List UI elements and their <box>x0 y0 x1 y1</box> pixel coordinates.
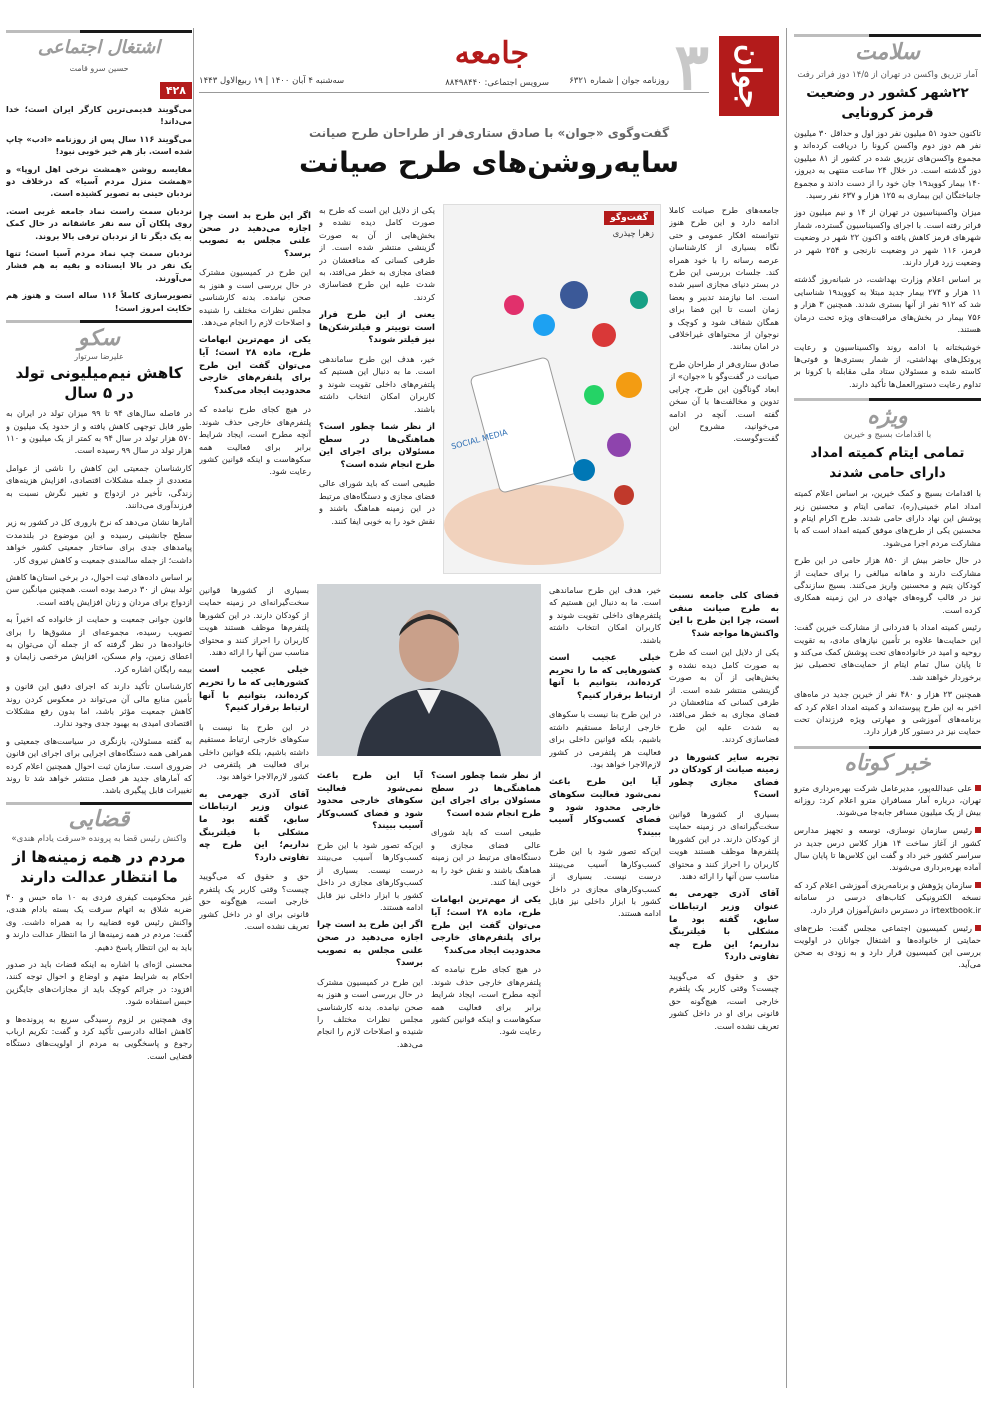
special-section-header <box>794 398 981 430</box>
portrait-illustration <box>317 584 541 756</box>
judicial-body-p3: وی همچنین بر لزوم رسیدگی سریع به پرونده‌ها و کاهش اطاله دادرسی تأکید کرد و گفت: تکریم ارباب رجوع و پاسخگویی به مردم از اولویت‌های دستگاه قضایی است. <box>6 1013 192 1061</box>
answer-8: این طرح در کمیسیون مشترک در حال بررسی است و هنوز به صحن نیامده. بدنه کارشناسی مجلس نظرات مختلف را شنیده و اصلاحات لازم را انجام می‌دهد. <box>199 267 311 327</box>
short-news-text: رئیس کمیسیون اجتماعی مجلس گفت: طرح‌های حمایتی از خانواده‌ها و اشتغال جوانان در اولویت بررسی این کمیسیون قرار دارد و به زودی به صحن می‌آید. <box>794 922 981 970</box>
paper-number: روزنامه جوان | شماره ۶۳۲۱ <box>569 76 669 86</box>
paper-logo-text: جوان <box>731 43 767 109</box>
column-divider <box>193 28 194 1388</box>
ticker-line: می‌گویند قدیمی‌ترین کارگر ایران است؛ خدا می‌داند! <box>6 104 192 127</box>
answer-3-lower: بسیاری از کشورها قوانین سخت‌گیرانه‌ای در زمینه حمایت از کودکان دارند. در این کشورها پلتفرم‌ها موظف هستند هویت کاربران را احراز کنند و محتوای مناسب سن آنها را ارائه دهند. <box>199 585 309 658</box>
left-section-label: اشتغال اجتماعی <box>37 37 161 58</box>
answer-8-lower: این طرح در کمیسیون مشترک در حال بررسی است و هنوز به صحن نیامده. بدنه کارشناسی مجلس نظرات مختلف را شنیده و اصلاحات لازم را انجام می‌دهد. <box>317 976 423 1049</box>
section-title: جامعه <box>454 36 529 71</box>
question-8: اگر این طرح بد است چرا اجازه می‌دهید در صحن علنی مجلس به تصویب برسد؟ <box>199 211 311 259</box>
health-body <box>794 127 981 390</box>
special-section-label: ویژه <box>867 402 908 429</box>
feature-col-f <box>317 764 423 1384</box>
answer-5: حق و حقوق که می‌گویید چیست؟ وقتی کاربر یک پلتفرم خارجی است، هیچ‌گونه حق قانونی برای او در داخل کشور تعریف نشده است. <box>669 971 779 1031</box>
question-9: یکی از مهم‌ترین ابهامات طرح، ماده ۲۸ است؛ آیا می‌توان گفت این طرح برای پلتفرم‌های خارجی محدودیت ایجاد می‌کند؟ <box>199 335 311 396</box>
feature-headline: سایه‌روشن‌های طرح صیانت <box>298 146 679 179</box>
answer-9-lower: در هیچ کجای طرح نیامده که پلتفرم‌های خارجی حذف شوند. آنچه مطرح است، ایجاد شرایط برابر برای فعالیت همه سکوهاست و اینکه قوانین کشور رعایت شود. <box>431 964 541 1037</box>
birth-body <box>6 407 192 797</box>
answer-4: در این طرح بنا نیست با سکوهای خارجی ارتباط مستقیم داشته باشیم، بلکه قوانین داخلی برای فعالیت هر پلتفرمی در کشور لازم‌الاجرا خواهد بود. <box>549 709 661 770</box>
section-tab-bar <box>6 802 80 805</box>
icon-bubble-purple <box>607 433 631 457</box>
left-badge-row <box>6 79 192 99</box>
answer-9: در هیچ کجای طرح نیامده که پلتفرم‌های خارجی حذف شوند. آنچه مطرح است، ایجاد شرایط برابر برای فعالیت همه سکوهاست و اینکه قوانین کشور رعایت شود. <box>199 404 311 477</box>
health-section-label: سلامت <box>855 38 920 65</box>
special-headline: تمامی ایتام کمیته امداد دارای حامی شدند <box>810 445 965 482</box>
short-news-item <box>794 824 981 873</box>
left-column <box>6 0 192 1403</box>
section-tab-bar <box>794 398 869 401</box>
birth-body-p1: در فاصله سال‌های ۹۴ تا ۹۹ میزان تولد در ایران به طور قابل توجهی کاهش یافته و از حدود یک میلیون و ۵۷۰ هزار تولد در سال ۹۴ به کمتر از یک میلیون و ۱۱۰ هزار تولد در سال ۹۹ رسیده است. <box>6 408 192 456</box>
special-body-p3: رئیس کمیته امداد با قدردانی از مشارکت خیرین گفت: این حمایت‌ها علاوه بر تأمین نیازهای مادی، به تقویت روحیه و امید در خانواده‌های تحت پوشش کمک می‌کند و تا پایان سال تمام ایتام از حمایت‌های تحصیلی نیز برخوردار خواهند شد. <box>794 622 981 682</box>
judicial-body <box>6 891 192 1062</box>
section-tab-bar <box>6 320 80 323</box>
health-section-header <box>794 34 981 66</box>
special-body <box>794 487 981 738</box>
social-media-illustration <box>444 245 661 574</box>
health-body-p3: بر اساس اعلام وزارت بهداشت، در شبانه‌روز گذشته ۱۱ هزار و ۲۷۴ بیمار جدید مبتلا به کووید۱۹ شناسایی شد که ۹۱۲ نفر از آنها بستری شدند. همچنین ۳ هزار و ۷۵۶ بیمار در بخش‌های مراقبت‌های ویژه تحت درمان هستند. <box>794 274 981 335</box>
health-body-p2: میزان واکسیناسیون در تهران از ۱۴ و نیم میلیون دوز فراتر رفته است. با اجرای واکسیناسیون گسترده، شمار شهرهای قرمز کاهش یافته و اکنون ۲۲ شهر در وضعیت قرمز، ۱۱۶ شهر در وضعیت نارنجی و ۲۵۴ شهر در وضعیت زرد قرار دارند. <box>794 207 981 268</box>
birth-author: علیرضا سرتوار <box>74 352 124 362</box>
feature-col-b <box>199 204 311 574</box>
ticker-line: مقایسه روشن «همشت نرخی اهل اروپا» و «همشت منزل مردم آسیا» که درخلاف دو نردبان حینی به تصویر کشیده است. <box>6 163 192 199</box>
icon-bubble-teal <box>630 291 648 309</box>
icon-bubble-pink <box>504 295 524 315</box>
special-kicker: با اقدامات بسیج و خیرین <box>843 430 932 441</box>
feature-kicker: گفت‌وگوی «جوان» با صادق ستاری‌فر از طراحان طرح صیانت <box>308 126 670 140</box>
section-tab-bar <box>794 746 869 749</box>
feature-header <box>199 126 779 179</box>
left-author: حسین سرو قامت <box>69 64 129 73</box>
ticker-line: می‌گویند ۱۱۶ سال پس از روزنامه «ادب» چاپ شده است. باز هم خبر خوبی نبود! <box>6 133 192 157</box>
shorts-section-label: خبر کوتاه <box>844 750 931 777</box>
feature-col-a <box>319 204 435 574</box>
short-news-item <box>794 782 981 819</box>
question-4-lower: خیلی عجیب است کشورهایی که ما را تحریم کرده‌اند، بتوانیم با آنها ارتباط برقرار کنیم؟ <box>199 665 309 714</box>
left-ticker <box>6 103 192 314</box>
special-body-p1: با اقدامات بسیج و کمک خیرین، بر اساس اعلام کمیته امداد امام خمینی(ره)، تمامی ایتام و محسنین زیر پوشش این نهاد دارای حامی شدند. طرح اکرام ایتام و محسنین یکی از طرح‌های موفق کمیته امداد است که با مشارکت مردم اجرا می‌شود. <box>794 488 981 548</box>
birth-body-p5: قانون جوانی جمعیت و حمایت از خانواده که اخیراً به تصویب رسیده، مجموعه‌ای از مشوق‌ها را برای خانواده‌ها در نظر گرفته که از جمله آن می‌توان به اعطای زمین، وام مسکن، افزایش مرخصی زایمان و بیمه رایگان اشاره کرد. <box>6 614 192 674</box>
section-tab-bar <box>794 34 869 37</box>
reporter-name: زهرا چیذری <box>612 229 654 239</box>
question-2: یعنی از این طرح فرار است توییتر و فیلترشکن‌ها نیز فیلتر شوند؟ <box>319 310 435 346</box>
icon-bubble-blue2 <box>573 459 595 481</box>
question-6-lower: آیا این طرح باعث نمی‌شود فعالیت سکوهای خارجی محدود شود و فضای کسب‌وکار آسیب ببیند؟ <box>317 771 423 832</box>
feature-intro-p1: جامعه‌های طرح صیانت کاملا ادامه دارد و این طرح هنوز نتوانسته افکار عمومی و حتی نگاه بسیاری از کارشناسان عرصه رسانه را با خود همراه کند. جلسات بررسی این طرح در بستر دنیای مجازی اسیر شده است. اما نیازمند تدبیر و بعضا زمان است تا این فضا برای همگان شفاف شود و کوچک و نوجوان از محتواهای غیراخلاقی در امان بمانند. <box>669 205 779 352</box>
short-news-item <box>794 922 981 971</box>
feature-col-e <box>431 764 541 1384</box>
birth-body-p7: به گفته مسئولان، بازنگری در سیاست‌های جمعیتی و همراهی همه دستگاه‌های اجرایی برای اجرای این قانون ضروری است. سازمان ثبت احوال همچنین اعلام کرده که آمارهای جدید هر فصل منتشر خواهد شد تا روند تغییرات قابل پیگیری باشد. <box>6 735 192 796</box>
tablet-caption: SOCIAL MEDIA <box>450 427 509 452</box>
service-line: سرویس اجتماعی: ۸۸۴۹۸۴۴۰ <box>445 78 549 88</box>
icon-bubble-cyan <box>533 314 555 336</box>
answer-1: یکی از دلایل این است که طرح به صورت کامل دیده نشده و بخش‌هایی از آن به صورت گزینشی منتشر شده است. از طرفی کسانی که منافعشان در فضای مجازی به خطر می‌افتد، به شدت علیه این طرح فضاسازی کردند. <box>319 205 435 302</box>
bullet-square-icon <box>975 882 981 888</box>
shorts-section-header <box>794 746 981 778</box>
short-news-text: علی عبدالله‌پور، مدیرعامل شرکت بهره‌برداری مترو تهران، درباره آمار مسافران مترو اعلام کرد: روزانه بیش از یک میلیون مسافر جابه‌جا می‌شوند. <box>794 782 981 818</box>
question-3: تجربه سایر کشورها در زمینه صیانت از کودکان در فضای مجازی چطور است؟ <box>669 752 779 801</box>
health-body-p1: تاکنون حدود ۵۱ میلیون نفر دوز اول و حداقل ۳۰ میلیون نفر هم دوز دوم واکسن کرونا را دریافت کرده‌اند و مجموع واکسن‌های تزریق شده در کشور از ۸۱ میلیون دوز گذشته است. در خلال ۲۴ ساعت منتهی به دیروز، ۱۴۰ بیمار کووید۱۹ جان خود را از دست دادند و مجموع جانباختگان این بیماری به ۱۲۵ هزار و ۶۳۷ نفر رسید. <box>794 128 981 201</box>
question-5: آقای آذری جهرمی به عنوان وزیر ارتباطات سابق، گفته بود ما مشکلی با فیلترینگ نداریم؛ این طرح چه تفاوتی دارد؟ <box>669 889 779 963</box>
feature-col-g <box>199 584 309 1384</box>
feature-intro-column <box>669 204 779 574</box>
short-news-text: سازمان پژوهش و برنامه‌ریزی آموزشی اعلام کرد که نسخه الکترونیکی کتاب‌های درسی در سامانه irtextbook.ir در دسترس دانش‌آموزان قرار دارد. <box>794 880 981 915</box>
bullet-square-icon <box>975 925 981 931</box>
icon-bubble-blue <box>560 281 588 309</box>
feature-intro-p2: صادق ستاری‌فر از طراحان طرح صیانت در گفت‌وگو با «جوان» از ابعاد گوناگون این طرح، چرایی تدوین و مخالفت‌ها با آن سخن گفته است. آنچه در ادامه می‌خوانید، مشروح این گفت‌وگوست. <box>669 358 779 444</box>
photo-tag <box>604 211 654 225</box>
section-tab-bar <box>6 30 80 33</box>
question-5-lower: آقای آذری جهرمی به عنوان وزیر ارتباطات سابق، گفته بود ما مشکلی با فیلترینگ نداریم؛ این طرح چه تفاوتی دارد؟ <box>199 789 309 863</box>
health-kicker: آمار تزریق واکسن در تهران از ۱۴/۵ دوز فراتر رفت <box>797 70 978 80</box>
tablet-shape <box>470 357 578 494</box>
ticker-line: نردبان سمت راست نماد جامعه غربی است. روی پلکان آن سه نفر عاشقانه در حال کمک به یک دیگر تا از نردبان ترقی بالا بروند. <box>6 205 192 241</box>
health-headline: ۲۲شهر کشور در وضعیت قرمز کرونایی <box>806 85 969 121</box>
answer-7: طبیعی است که باید شورای عالی فضای مجازی و دستگاه‌های مرتبط در این زمینه هماهنگ باشند و نقش خود را به خوبی ایفا کنند. <box>319 478 435 526</box>
health-body-p4: خوشبختانه با ادامه روند واکسیناسیون و رعایت پروتکل‌های بهداشتی، از شمار بستری‌ها و فوتی‌ها کاسته شده و مسئولان ستاد ملی مقابله با کرونا بر تداوم رعایت دستورالعمل‌ها تأکید دارند. <box>794 341 981 389</box>
answer-3: بسیاری از کشورها قوانین سخت‌گیرانه‌ای در زمینه حمایت از کودکان دارند. در این کشورها پلتفرم‌ها موظف هستند هویت کاربران را احراز کنند و محتوای مناسب سن آنها را ارائه دهند. <box>669 809 779 882</box>
answer-5-lower: حق و حقوق که می‌گویید چیست؟ وقتی کاربر یک پلتفرم خارجی است، هیچ‌گونه حق قانونی برای او در داخل کشور تعریف نشده است. <box>199 871 309 932</box>
feature-col-c <box>669 584 779 1384</box>
interviewee-photo <box>317 584 541 756</box>
birth-section-label: سکو <box>78 324 120 351</box>
special-body-p4: همچنین ۲۳ هزار و ۴۸۰ نفر از خیرین جدید در ماه‌های اخیر به این طرح پیوسته‌اند و کمیته امداد اعلام کرد که برنامه‌های آموزشی و مهارتی ویژه فرزندان تحت حمایت نیز در دستور کار قرار دارد. <box>794 689 981 737</box>
birth-section-header <box>6 320 192 352</box>
question-1: فضای کلی جامعه نسبت به طرح صیانت منفی است، چرا این طرح با این واکنش‌ها مواجه شد؟ <box>669 591 779 639</box>
birth-body-p3: آمارها نشان می‌دهد که نرخ باروری کل در کشور به زیر سطح جانشینی رسیده و این موضوع در بلندمدت پیامدهای جدی برای ساختار جمعیتی کشور خواهد داشت؛ از جمله سالمندی جمعیت و کاهش نیروی کار. <box>6 517 192 565</box>
answer-1-lower: یکی از دلایل این است که طرح به صورت کامل دیده نشده و بخش‌هایی از آن به صورت گزینشی منتشر شده است. از طرفی کسانی که منافعشان در فضای مجازی به خطر می‌افتد، به شدت علیه این طرح فضاسازی کردند. <box>669 647 779 745</box>
answer-6-lower: این‌که تصور شود با این طرح کسب‌وکارها آسیب می‌بینند درست نیست. بسیاری از کسب‌وکارهای مجازی در داخل کشور با ابزار داخلی نیز قابل ادامه هستند. <box>317 839 423 912</box>
answer-2-lower: خیر، هدف این طرح ساماندهی است. ما به دنبال این هستیم که پلتفرم‌های داخلی تقویت شوند و کاربران امکان انتخاب داشته باشند. <box>549 585 661 645</box>
bullet-square-icon <box>975 785 981 791</box>
page-number: ۳ <box>674 30 709 105</box>
question-7-lower: از نظر شما چطور است؟ هماهنگی‌ها در سطح مسئولان برای اجرای این طرح انجام شده است؟ <box>431 771 541 819</box>
question-9-lower: یکی از مهم‌ترین ابهامات طرح، ماده ۲۸ است؛ آیا می‌توان گفت این طرح برای پلتفرم‌های خارجی محدودیت ایجاد می‌کند؟ <box>431 895 541 956</box>
answer-4-lower: در این طرح بنا نیست با سکوهای خارجی ارتباط مستقیم داشته باشیم، بلکه قوانین داخلی برای فعالیت هر پلتفرمی در کشور لازم‌الاجرا خواهد بود. <box>199 721 309 782</box>
icon-bubble-red2 <box>614 485 634 505</box>
birth-body-p4: بر اساس داده‌های ثبت احوال، در برخی استان‌ها کاهش تولد بیش از ۳۰ درصد بوده است. همچنین میانگین سن ازدواج برای مردان و زنان افزایش یافته است. <box>6 571 192 607</box>
answer-7-lower: طبیعی است که باید شورای عالی فضای مجازی و دستگاه‌های مرتبط در این زمینه هماهنگ باشند و نقش خود را به خوبی ایفا کنند. <box>431 827 541 887</box>
portrait-head <box>399 610 459 682</box>
ticker-line: تصویرسازی کاملاً ۱۱۶ ساله است و هنوز هم حکایت امروز است! <box>6 290 192 313</box>
issue-badge: ۴۲۸ <box>160 82 192 99</box>
bullet-square-icon <box>975 827 981 833</box>
answer-2: خیر، هدف این طرح ساماندهی است. ما به دنبال این هستیم که پلتفرم‌های داخلی تقویت شوند و کاربران امکان انتخاب داشته باشند. <box>319 354 435 414</box>
icon-bubble-orange <box>616 372 642 398</box>
question-8-lower: اگر این طرح بد است چرا اجازه می‌دهید در صحن علنی مجلس به تصویب برسد؟ <box>317 920 423 969</box>
birth-headline: کاهش نیم‌میلیونی تولد در ۵ سال <box>15 364 183 403</box>
feature-photo <box>443 204 661 574</box>
question-4: خیلی عجیب است کشورهایی که ما را تحریم کرده‌اند، بتوانیم با آنها ارتباط برقرار کنیم؟ <box>549 653 661 701</box>
paper-logo <box>719 36 779 116</box>
judicial-body-p2: محسنی اژه‌ای با اشاره به اینکه قضات باید در صدور احکام به شرایط متهم و اوضاع و احوال توجه کنند، افزود: در جرائم کوچک باید از مجازات‌های جایگزین حبس استفاده شود. <box>6 958 192 1007</box>
question-7: از نظر شما چطور است؟ هماهنگی‌ها در سطح مسئولان برای اجرای این طرح انجام شده است؟ <box>319 422 435 470</box>
birth-body-p6: کارشناسان تأکید دارند که اجرای دقیق این قانون و تأمین منابع مالی آن می‌تواند در معکوس کردن روند کاهش جمعیت مؤثر باشد، اما بدون رفع مشکلات اقتصادی امیدی به بهبود جدی وجود ندارد. <box>6 681 192 729</box>
masthead <box>199 30 779 116</box>
column-divider <box>786 28 787 1388</box>
masthead-rule <box>199 92 709 93</box>
feature-col-d <box>549 584 661 1384</box>
judicial-section-label: قضایی <box>68 806 130 833</box>
icon-bubble-red <box>592 323 616 347</box>
issue-date: سه‌شنبه ۴ آبان ۱۴۰۰ | ۱۹ ربیع‌الاول ۱۴۴۳ <box>199 76 345 86</box>
right-column <box>794 0 981 1403</box>
judicial-kicker: واکنش رئیس قضا به پرونده «سرقت یادام هندی» <box>11 833 187 844</box>
photo-tag-label: گفت‌وگو <box>610 213 648 223</box>
left-section-header <box>6 30 192 62</box>
icon-bubble-green <box>584 385 604 405</box>
hand-shape <box>444 485 624 565</box>
answer-6: این‌که تصور شود با این طرح کسب‌وکارها آسیب می‌بینند درست نیست. بسیاری از کسب‌وکارهای مجازی در داخل کشور با ابزار داخلی نیز قابل ادامه هستند. <box>549 846 661 919</box>
short-news-text: رئیس سازمان نوسازی، توسعه و تجهیز مدارس کشور از آغاز ساخت ۱۴ هزار کلاس درس جدید در سراسر کشور خبر داد و گفت این کلاس‌ها تا پایان سال آماده بهره‌برداری می‌شوند. <box>794 825 981 873</box>
ticker-line: نردبان سمت چپ نماد مردم آسیا است؛ تنها یک نفر در بالا ایستاده و بقیه به هم فشار می‌آورند. <box>6 248 192 283</box>
shorts-list <box>794 782 981 971</box>
question-6: آیا این طرح باعث نمی‌شود فعالیت سکوهای خارجی محدود شود و فضای کسب‌وکار آسیب ببیند؟ <box>549 777 661 838</box>
judicial-section-header <box>6 802 192 834</box>
judicial-body-p1: غیر محکومیت کیفری فردی به ۱۰ ماه حبس و ۴۰ ضربه شلاق به اتهام سرقت یک بسته بادام هندی، واکنش رئیس قوه قضاییه را به همراه داشت. وی گفت: مردم در همه زمینه‌ها از ما انتظار عدالت دارند و باید به این انتظار پاسخ دهیم. <box>6 891 192 952</box>
judicial-headline: مردم در همه زمینه‌ها از ما انتظار عدالت دارند <box>12 847 186 886</box>
short-news-item <box>794 879 981 916</box>
birth-body-p2: کارشناسان جمعیتی این کاهش را ناشی از عوامل متعددی از جمله مشکلات اقتصادی، افزایش هزینه‌های زندگی، تأخیر در ازدواج و تغییر نگرش نسبت به فرزندآوری می‌دانند. <box>6 462 192 510</box>
special-body-p2: در حال حاضر بیش از ۸۵۰ هزار حامی در این طرح مشارکت دارند و ماهانه مبالغی را برای حمایت از کودکان یتیم و محسنین واریز می‌کنند. بسیج سازندگی نیز در قالب گروه‌های جهادی در این زمینه همکاری کرده است. <box>794 555 981 615</box>
